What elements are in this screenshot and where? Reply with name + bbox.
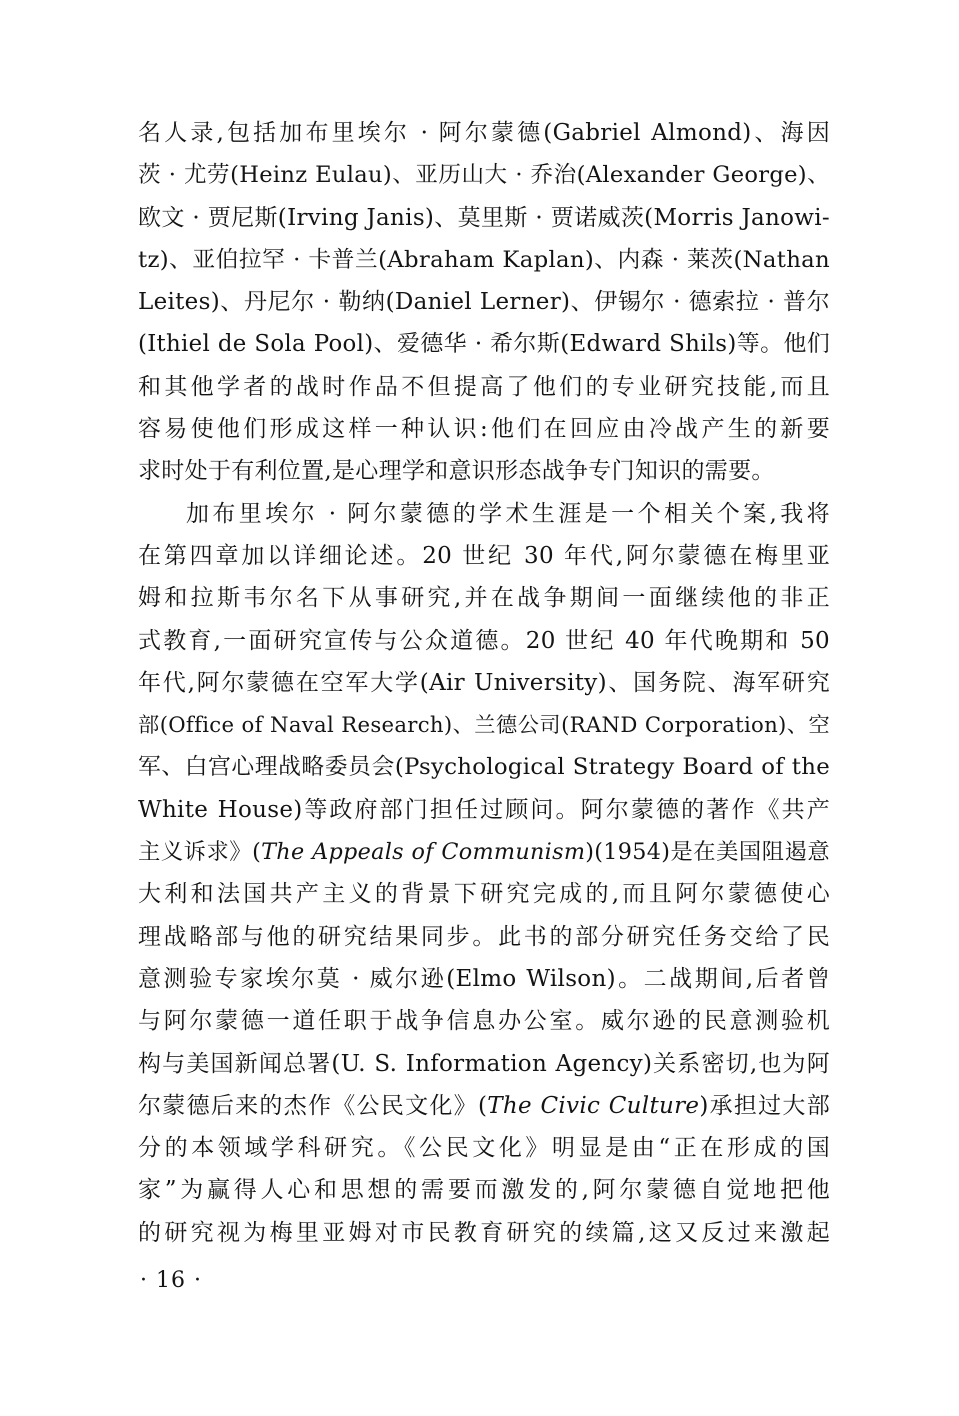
text-line: 姆和拉斯韦尔名下从事研究,并在战争期间一面继续他的非正 — [138, 585, 830, 612]
text-line: 部(Office of Naval Research)、兰德公司(RAND Corporation)、空 — [138, 712, 830, 738]
text-line: 大利和法国共产主义的背景下研究完成的,而且阿尔蒙德使心 — [138, 881, 830, 908]
text-line: 茨 · 尤劳(Heinz Eulau)、亚历山大 · 乔治(Alexander George)、 — [138, 162, 830, 189]
text-line: tz)、亚伯拉罕 · 卡普兰(Abraham Kaplan)、内森 · 莱茨(Nathan — [138, 246, 830, 273]
text-line: 构与美国新闻总署(U. S. Information Agency)关系密切,也为阿 — [138, 1050, 830, 1077]
text-line: 和其他学者的战时作品不但提高了他们的专业研究技能,而且 — [138, 373, 830, 400]
text-line: 意测验专家埃尔莫 · 威尔逊(Elmo Wilson)。二战期间,后者曾 — [138, 965, 830, 992]
body-text — [138, 112, 830, 1254]
book-title-italic: The Appeals of Communism — [261, 839, 586, 866]
text-line: 与阿尔蒙德一道任职于战争信息办公室。威尔逊的民意测验机 — [138, 1008, 830, 1035]
text-line: Leites)、丹尼尔 · 勒纳(Daniel Lerner)、伊锡尔 · 德索拉 · 普尔 — [138, 289, 830, 316]
text-line: 尔蒙德后来的杰作《公民文化》(The Civic Culture)承担过大部 — [138, 1092, 830, 1119]
text-line: 家”为赢得人心和思想的需要而激发的,阿尔蒙德自觉地把他 — [138, 1177, 830, 1204]
text-line: 名人录,包括加布里埃尔 · 阿尔蒙德(Gabriel Almond)、海因 — [138, 120, 830, 146]
text-line: 军、白宫心理战略委员会(Psychological Strategy Board of the — [138, 754, 830, 781]
text-line: 年代,阿尔蒙德在空军大学(Air University)、国务院、海军研究 — [138, 669, 830, 696]
text-line: White House)等政府部门担任过顾问。阿尔蒙德的著作《共产 — [138, 796, 830, 823]
text-line: 主义诉求》(The Appeals of Communism)(1954)是在美国阻遏意 — [138, 839, 831, 866]
text-line: 理战略部与他的研究结果同步。此书的部分研究任务交给了民 — [138, 923, 830, 950]
text-line: 求时处于有利位置,是心理学和意识形态战争专门知识的需要。 — [138, 458, 775, 485]
text-line: 容易使他们形成这样一种认识:他们在回应由冷战产生的新要 — [138, 416, 830, 443]
text-line: 分的本领域学科研究。《公民文化》明显是由“正在形成的国 — [138, 1135, 830, 1162]
text-line: 的研究视为梅里亚姆对市民教育研究的续篇,这又反过来激起 — [138, 1219, 830, 1246]
text-line: 在第四章加以详细论述。20 世纪 30 年代,阿尔蒙德在梅里亚 — [138, 542, 830, 569]
text-line: 欧文 · 贾尼斯(Irving Janis)、莫里斯 · 贾诺威茨(Morris Janowi- — [138, 204, 830, 231]
text-line: 加布里埃尔 · 阿尔蒙德的学术生涯是一个相关个案,我将 — [186, 500, 830, 527]
book-title-italic: The Civic Culture — [487, 1092, 700, 1119]
page-number: · 16 · — [140, 1268, 202, 1293]
text-line: 式教育,一面研究宣传与公众道德。20 世纪 40 年代晚期和 50 — [138, 627, 830, 654]
text-line: (Ithiel de Sola Pool)、爱德华 · 希尔斯(Edward Shils)等。他们 — [138, 331, 830, 358]
